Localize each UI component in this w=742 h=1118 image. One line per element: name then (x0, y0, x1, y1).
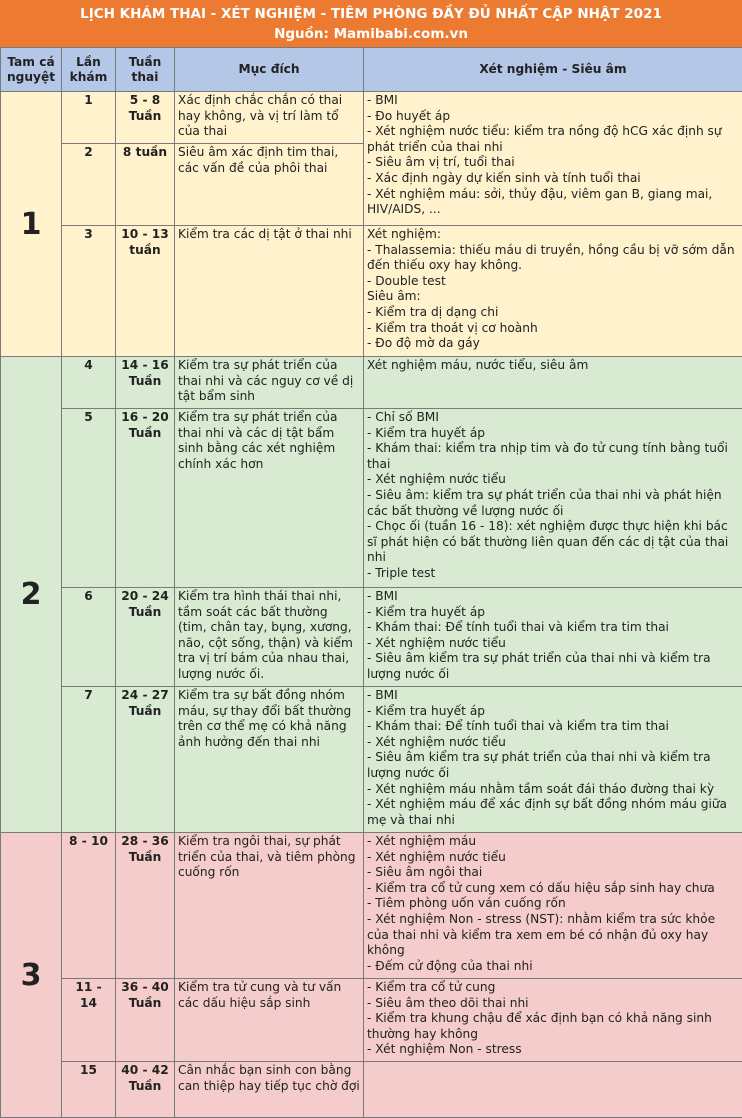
page-header (0, 0, 742, 47)
purpose-cell: Kiểm tra các dị tật ở thai nhi (175, 226, 364, 357)
col-header-purpose: Mục đích (175, 48, 364, 92)
source-line: Nguồn: Mamibabi.com.vn (0, 24, 742, 44)
week-cell: 8 tuần (116, 144, 175, 226)
table-row (1, 1062, 742, 1118)
week-cell: 16 - 20 Tuần (116, 409, 175, 588)
purpose-cell: Kiểm tra hình thái thai nhi, tầm soát các bất thường (tim, chân tay, bụng, xương, não, cột sống, thận) và kiểm tra vị trí bám của nhau thai, lượng nước ối. (175, 588, 364, 687)
trimester-cell: 1 (1, 92, 62, 357)
purpose-cell: Kiểm tra sự bất đồng nhóm máu, sự thay đổi bất thường trên cơ thể mẹ có khả năng ảnh hưởng đến thai nhi (175, 687, 364, 833)
purpose-cell: Siêu âm xác định tim thai, các vấn đề của phôi thai (175, 144, 364, 226)
week-cell: 28 - 36 Tuần (116, 833, 175, 979)
col-header-week: Tuần thai (116, 48, 175, 92)
table-row (1, 357, 742, 409)
tests-cell: - Xét nghiệm máu - Xét nghiệm nước tiểu - Siêu âm ngôi thai - Kiểm tra cổ tử cung xem có dấu hiệu sắp sinh hay chưa - Tiêm phòng uốn ván cuống rốn - Xét nghiệm Non - stress (NST): nhằm kiểm tra sức khỏe của thai nhi và kiểm tra xem em bé có nhận đủ oxy hay không - Đếm cử động của thai nhi (364, 833, 742, 979)
header-row (1, 48, 742, 92)
tests-cell: - BMI - Kiểm tra huyết áp - Khám thai: Để tính tuổi thai và kiểm tra tim thai - Xét nghiệm nước tiểu - Siêu âm kiểm tra sự phát triển của thai nhi và kiểm tra lượng nước ối (364, 588, 742, 687)
visit-cell: 1 (62, 92, 116, 144)
tests-cell: - BMI - Đo huyết áp - Xét nghiệm nước tiểu: kiểm tra nồng độ hCG xác định sự phát triển của thai nhi - Siêu âm vị trí, tuổi thai - Xác định ngày dự kiến sinh và tính tuổi thai - Xét nghiệm máu: sởi, thủy đậu, viêm gan B, giang mai, HIV/AIDS, ... (364, 92, 742, 226)
visit-cell: 2 (62, 144, 116, 226)
purpose-cell: Cân nhắc bạn sinh con bằng can thiệp hay tiếp tục chờ đợi (175, 1062, 364, 1118)
visit-cell: 3 (62, 226, 116, 357)
col-header-visit: Lần khám (62, 48, 116, 92)
tests-cell: - Kiểm tra cổ tử cung - Siêu âm theo dõi thai nhi - Kiểm tra khung chậu để xác định bạn có khả năng sinh thường hay không - Xét nghiệm Non - stress (364, 979, 742, 1062)
prenatal-schedule-table (0, 47, 742, 1118)
table-row (1, 226, 742, 357)
table-row (1, 92, 742, 144)
purpose-cell: Kiểm tra sự phát triển của thai nhi và các nguy cơ về dị tật bẩm sinh (175, 357, 364, 409)
purpose-cell: Kiểm tra ngôi thai, sự phát triển của thai, và tiêm phòng cuống rốn (175, 833, 364, 979)
visit-cell: 6 (62, 588, 116, 687)
visit-cell: 8 - 10 (62, 833, 116, 979)
purpose-cell: Xác định chắc chắn có thai hay không, và vị trí làm tổ của thai (175, 92, 364, 144)
tests-cell (364, 1062, 742, 1118)
trimester-cell: 3 (1, 833, 62, 1118)
col-header-trimester: Tam cá nguyệt (1, 48, 62, 92)
page-title: LỊCH KHÁM THAI - XÉT NGHIỆM - TIÊM PHÒNG ĐẦY ĐỦ NHẤT CẬP NHẬT 2021 (0, 4, 742, 24)
visit-cell: 11 - 14 (62, 979, 116, 1062)
visit-cell: 7 (62, 687, 116, 833)
tests-cell: Xét nghiệm máu, nước tiểu, siêu âm (364, 357, 742, 409)
week-cell: 40 - 42 Tuần (116, 1062, 175, 1118)
trimester-cell: 2 (1, 357, 62, 833)
visit-cell: 5 (62, 409, 116, 588)
visit-cell: 15 (62, 1062, 116, 1118)
table-row (1, 409, 742, 588)
table-row (1, 687, 742, 833)
week-cell: 36 - 40 Tuần (116, 979, 175, 1062)
tests-cell: Xét nghiệm: - Thalassemia: thiếu máu di truyền, hồng cầu bị vỡ sớm dẫn đến thiếu oxy hay không. - Double test Siêu âm: - Kiểm tra dị dạng chi - Kiểm tra thoát vị cơ hoành - Đo độ mờ da gáy (364, 226, 742, 357)
week-cell: 10 - 13 tuần (116, 226, 175, 357)
tests-cell: - BMI - Kiểm tra huyết áp - Khám thai: Để tính tuổi thai và kiểm tra tim thai - Xét nghiệm nước tiểu - Siêu âm kiểm tra sự phát triển của thai nhi và kiểm tra lượng nước ối - Xét nghiệm máu nhằm tầm soát đái tháo đường thai kỳ - Xét nghiệm máu để xác định sự bất đồng nhóm máu giữa mẹ và thai nhi (364, 687, 742, 833)
table-row (1, 979, 742, 1062)
tests-cell: - Chỉ số BMI - Kiểm tra huyết áp - Khám thai: kiểm tra nhịp tim và đo tử cung tính bằng tuổi thai - Xét nghiệm nước tiểu - Siêu âm: kiểm tra sự phát triển của thai nhi và phát hiện các bất thường về lượng nước ối - Chọc ối (tuần 16 - 18): xét nghiệm được thực hiện khi bác sĩ phát hiện có bất thường liên quan đến các dị tật của thai nhi - Triple test (364, 409, 742, 588)
week-cell: 5 - 8 Tuần (116, 92, 175, 144)
week-cell: 20 - 24 Tuần (116, 588, 175, 687)
col-header-tests: Xét nghiệm - Siêu âm (364, 48, 742, 92)
week-cell: 14 - 16 Tuần (116, 357, 175, 409)
purpose-cell: Kiểm tra tử cung và tư vấn các dấu hiệu sắp sinh (175, 979, 364, 1062)
visit-cell: 4 (62, 357, 116, 409)
table-row (1, 588, 742, 687)
purpose-cell: Kiểm tra sự phát triển của thai nhi và các dị tật bẩm sinh bằng các xét nghiệm chính xác hơn (175, 409, 364, 588)
table-row (1, 833, 742, 979)
week-cell: 24 - 27 Tuần (116, 687, 175, 833)
